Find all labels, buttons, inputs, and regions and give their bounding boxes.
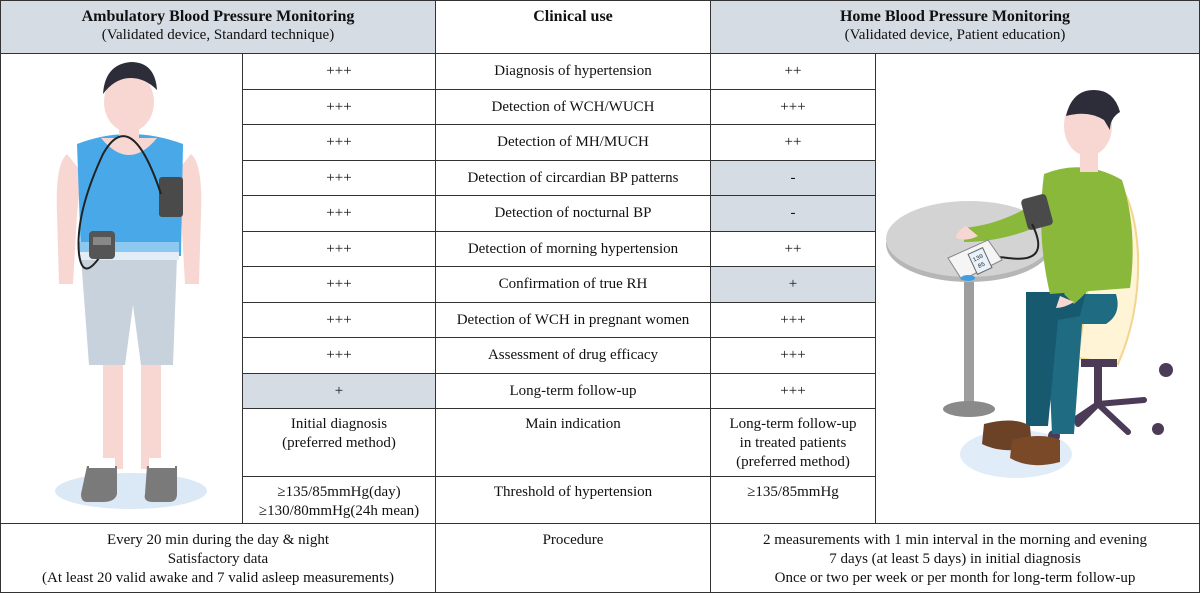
device-reading-systolic: 130 — [971, 252, 985, 264]
abpm-rating-9: + — [243, 374, 436, 409]
abpm-threshold: ≥135/85mmHg(day) ≥130/80mmHg(24h mean) — [243, 477, 436, 524]
abpm-procedure: Every 20 min during the day & night Satisfactory data (At least 20 valid awake and 7 valid asleep measurements) — [1, 524, 436, 593]
hbpm-procedure: 2 measurements with 1 min interval in the morning and evening 7 days (at least 5 days) in initial diagnosis Once or two per week or per month for long-term follow-up — [711, 524, 1200, 593]
hbpm-rating-3: - — [711, 161, 876, 196]
abpm-rating-3: +++ — [243, 161, 436, 196]
abpm-rating-0: +++ — [243, 54, 436, 90]
hbpm-rating-6: + — [711, 267, 876, 303]
abpm-illustration-cell — [1, 54, 243, 524]
clinical-use-4: Detection of nocturnal BP — [436, 196, 711, 232]
hbpm-rating-9: +++ — [711, 374, 876, 409]
procedure-label: Procedure — [436, 524, 711, 593]
hbpm-person-illustration — [876, 54, 1198, 522]
hbpm-illustration-cell — [876, 54, 1200, 524]
clinical-use-2: Detection of MH/MUCH — [436, 125, 711, 161]
hbpm-main-indication: Long-term follow-up in treated patients (preferred method) — [711, 409, 876, 477]
clinical-use-header — [436, 1, 711, 54]
abpm-rating-5: +++ — [243, 232, 436, 267]
hbpm-threshold: ≥135/85mmHg — [711, 477, 876, 524]
clinical-use-5: Detection of morning hypertension — [436, 232, 711, 267]
hbpm-rating-7: +++ — [711, 303, 876, 338]
hbpm-subtitle: (Validated device, Patient education) — [844, 27, 1066, 43]
clinical-use-threshold: Threshold of hypertension — [436, 477, 711, 524]
abpm-rating-2: +++ — [243, 125, 436, 161]
hbpm-rating-8: +++ — [711, 338, 876, 374]
abpm-rating-1: +++ — [243, 90, 436, 125]
hbpm-rating-5: ++ — [711, 232, 876, 267]
hbpm-title: Home Blood Pressure Monitoring — [839, 8, 1071, 25]
hbpm-rating-2: ++ — [711, 125, 876, 161]
abpm-rating-8: +++ — [243, 338, 436, 374]
clinical-use-1: Detection of WCH/WUCH — [436, 90, 711, 125]
clinical-use-7: Detection of WCH in pregnant women — [436, 303, 711, 338]
hbpm-rating-0: ++ — [711, 54, 876, 90]
clinical-use-title: Clinical use — [533, 8, 613, 25]
floor-shadow — [55, 473, 207, 509]
clinical-use-0: Diagnosis of hypertension — [436, 54, 711, 90]
abpm-title: Ambulatory Blood Pressure Monitoring — [81, 8, 355, 25]
device-reading-diastolic: 85 — [976, 260, 987, 270]
abpm-subtitle: (Validated device, Standard technique) — [101, 27, 335, 43]
clinical-use-8: Assessment of drug efficacy — [436, 338, 711, 374]
hbpm-rating-4: - — [711, 196, 876, 232]
clinical-use-6: Confirmation of true RH — [436, 267, 711, 303]
abpm-rating-4: +++ — [243, 196, 436, 232]
abpm-rating-7: +++ — [243, 303, 436, 338]
clinical-use-3: Detection of circardian BP patterns — [436, 161, 711, 196]
hbpm-rating-1: +++ — [711, 90, 876, 125]
abpm-person-illustration — [1, 54, 241, 522]
abpm-rating-6: +++ — [243, 267, 436, 303]
hbpm-header — [711, 1, 1200, 54]
clinical-use-9: Long-term follow-up — [436, 374, 711, 409]
abpm-main-indication: Initial diagnosis (preferred method) — [243, 409, 436, 477]
clinical-use-main-indication: Main indication — [436, 409, 711, 477]
abpm-header — [1, 1, 436, 54]
